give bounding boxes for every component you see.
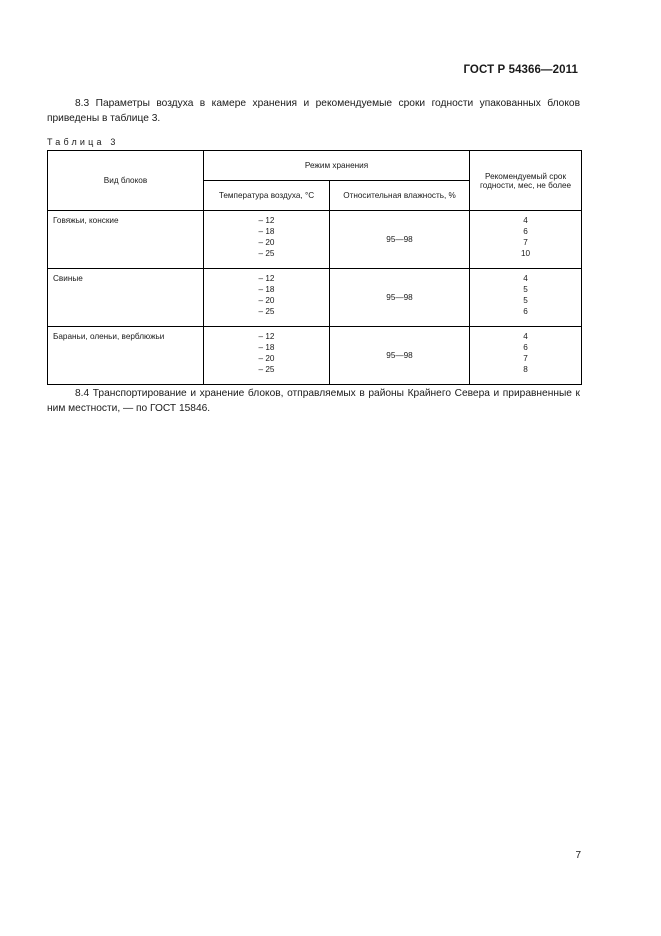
term-value: 4 <box>523 216 528 225</box>
term-value: 6 <box>523 227 528 236</box>
page-number: 7 <box>575 850 581 861</box>
term-value: 6 <box>523 343 528 352</box>
row-kind: Бараньи, оленьи, верблюжьи <box>48 327 204 385</box>
row-humidity: 95—98 <box>330 327 470 385</box>
term-value: 7 <box>523 238 528 247</box>
term-value: 8 <box>523 365 528 374</box>
document-id-header: ГОСТ Р 54366—2011 <box>463 64 578 76</box>
term-value: 5 <box>523 285 528 294</box>
temp-value: – 20 <box>258 238 275 247</box>
row-kind: Свиные <box>48 269 204 327</box>
header-shelf-life-text: Рекомендуемый срок годности, мес, не более <box>479 171 572 190</box>
temp-value: – 12 <box>258 332 275 341</box>
temp-value: – 25 <box>258 365 275 374</box>
row-temperatures <box>204 211 330 269</box>
term-value: 4 <box>523 332 528 341</box>
paragraph-8-4-text: 8.4 Транспортирование и хранение блоков, отправляемых в районы Крайнего Севера и приравненные к ним местности, — по ГОСТ 15846. <box>47 388 580 414</box>
row-terms <box>470 211 582 269</box>
temp-value: – 12 <box>258 216 275 225</box>
temp-value: – 18 <box>258 227 275 236</box>
term-value: 7 <box>523 354 528 363</box>
paragraph-8-3 <box>47 96 580 126</box>
row-humidity: 95—98 <box>330 269 470 327</box>
temp-value: – 25 <box>258 249 275 258</box>
row-terms <box>470 327 582 385</box>
header-temperature: Температура воздуха, °С <box>204 181 330 211</box>
table-row <box>48 269 582 327</box>
row-humidity: 95—98 <box>330 211 470 269</box>
header-humidity: Относительная влажность, % <box>330 181 470 211</box>
paragraph-8-4 <box>47 386 580 416</box>
temp-value: – 25 <box>258 307 275 316</box>
term-value: 6 <box>523 307 528 316</box>
row-temperatures <box>204 327 330 385</box>
row-temperatures <box>204 269 330 327</box>
storage-table <box>47 150 582 385</box>
header-kind: Вид блоков <box>48 151 204 211</box>
term-value: 5 <box>523 296 528 305</box>
temp-value: – 18 <box>258 285 275 294</box>
term-value: 10 <box>520 249 531 258</box>
temp-value: – 20 <box>258 296 275 305</box>
paragraph-8-3-text: 8.3 Параметры воздуха в камере хранения и рекомендуемые сроки годности упакованных блоков приведены в таблице 3. <box>47 98 580 124</box>
temp-value: – 20 <box>258 354 275 363</box>
row-terms <box>470 269 582 327</box>
table-row <box>48 211 582 269</box>
temp-value: – 12 <box>258 274 275 283</box>
table-caption: Таблица 3 <box>47 137 119 147</box>
row-kind: Говяжьи, конские <box>48 211 204 269</box>
table-row <box>48 327 582 385</box>
temp-value: – 18 <box>258 343 275 352</box>
term-value: 4 <box>523 274 528 283</box>
header-shelf-life <box>470 151 582 211</box>
header-storage-mode: Режим хранения <box>204 151 470 181</box>
